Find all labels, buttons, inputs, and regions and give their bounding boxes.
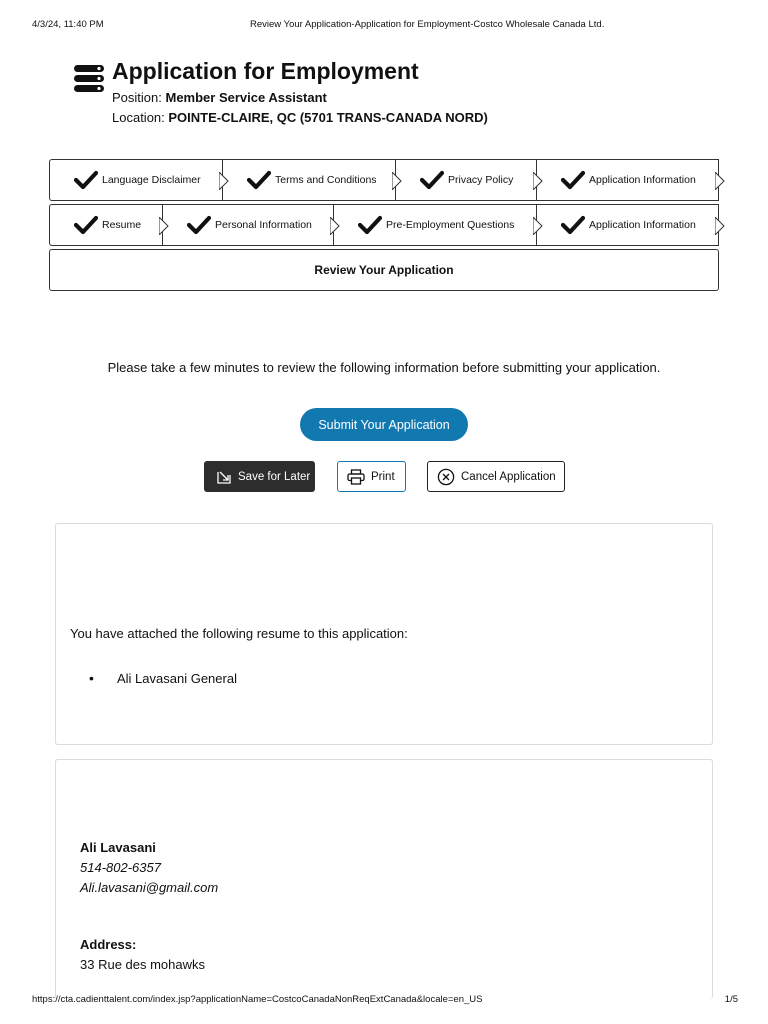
step-review-your-application[interactable]: Review Your Application [49, 249, 719, 291]
checkmark-icon [561, 170, 585, 190]
page-title: Application for Employment [112, 58, 419, 84]
save-for-later-icon [216, 469, 232, 485]
step-label: Personal Information [215, 219, 312, 231]
step-language-disclaimer[interactable] [49, 159, 222, 201]
step-terms-and-conditions[interactable] [222, 159, 395, 201]
step-label: Resume [102, 219, 142, 231]
chevron-right-icon [533, 217, 543, 235]
position-line [112, 90, 327, 105]
application-header [74, 58, 694, 130]
step-label: Pre-Employment Questions [386, 219, 515, 231]
save-for-later-label: Save for Later [238, 470, 311, 483]
checkmark-icon [74, 215, 98, 235]
location-label: Location: [112, 110, 165, 125]
step-label: Application Information [589, 174, 696, 186]
chevron-right-icon [219, 172, 229, 190]
location-value: POINTE-CLAIRE, QC (5701 TRANS-CANADA NORD) [168, 110, 488, 125]
chevron-right-icon [715, 172, 725, 190]
chevron-right-icon [330, 217, 340, 235]
chevron-right-icon [533, 172, 543, 190]
save-for-later-button[interactable] [204, 461, 315, 492]
chevron-right-icon [159, 217, 169, 235]
location-line [112, 110, 488, 125]
print-footer [0, 994, 768, 1008]
print-header [0, 19, 768, 33]
position-value: Member Service Assistant [165, 90, 327, 105]
checkmark-icon [74, 170, 98, 190]
page-number: 1/5 [724, 994, 738, 1005]
step-application-information[interactable] [536, 159, 719, 201]
review-instructions: Please take a few minutes to review the following information before submitting your application. [107, 360, 661, 375]
step-privacy-policy[interactable] [395, 159, 536, 201]
cancel-application-label: Cancel Application [461, 470, 556, 483]
step-label: Terms and Conditions [275, 174, 377, 186]
printer-icon [347, 469, 365, 485]
address-line-1: 33 Rue des mohawks [80, 957, 206, 972]
resume-intro-text: You have attached the following resume to this application: [70, 626, 408, 641]
applicant-email: Ali.lavasani@gmail.com [80, 880, 219, 895]
list-item: • Ali Lavasani General [89, 671, 237, 686]
progress-steps-row-2 [49, 204, 719, 246]
print-url: https://cta.cadienttalent.com/index.jsp?applicationName=CostcoCanadaNonReqExtCanada&locale=en_US [32, 994, 483, 1005]
server-stack-icon [74, 64, 104, 94]
applicant-name: Ali Lavasani [80, 840, 156, 855]
submit-application-button[interactable]: Submit Your Application [300, 408, 468, 441]
step-pre-employment-questions[interactable] [333, 204, 536, 246]
step-personal-information[interactable] [162, 204, 333, 246]
address-label: Address: [80, 937, 137, 952]
step-resume[interactable] [49, 204, 162, 246]
applicant-phone: 514-802-6357 [80, 860, 161, 875]
step-label: Application Information [589, 219, 696, 231]
checkmark-icon [247, 170, 271, 190]
chevron-right-icon [392, 172, 402, 190]
step-application-information-2[interactable] [536, 204, 719, 246]
print-datetime: 4/3/24, 11:40 PM [32, 19, 104, 30]
resume-card [55, 523, 713, 745]
close-circle-icon [437, 468, 455, 486]
cancel-application-button[interactable] [427, 461, 565, 492]
print-label: Print [371, 470, 395, 483]
checkmark-icon [358, 215, 382, 235]
action-buttons [0, 461, 768, 492]
print-page-title: Review Your Application-Application for Employment-Costco Wholesale Canada Ltd. [250, 19, 605, 30]
resume-file-list [89, 671, 237, 686]
contact-card [55, 759, 713, 999]
position-label: Position: [112, 90, 162, 105]
step-label: Language Disclaimer [102, 174, 201, 186]
progress-steps-row-1 [49, 159, 719, 201]
checkmark-icon [187, 215, 211, 235]
chevron-right-icon [715, 217, 725, 235]
print-button[interactable] [337, 461, 406, 492]
checkmark-icon [561, 215, 585, 235]
checkmark-icon [420, 170, 444, 190]
step-label: Privacy Policy [448, 174, 514, 186]
